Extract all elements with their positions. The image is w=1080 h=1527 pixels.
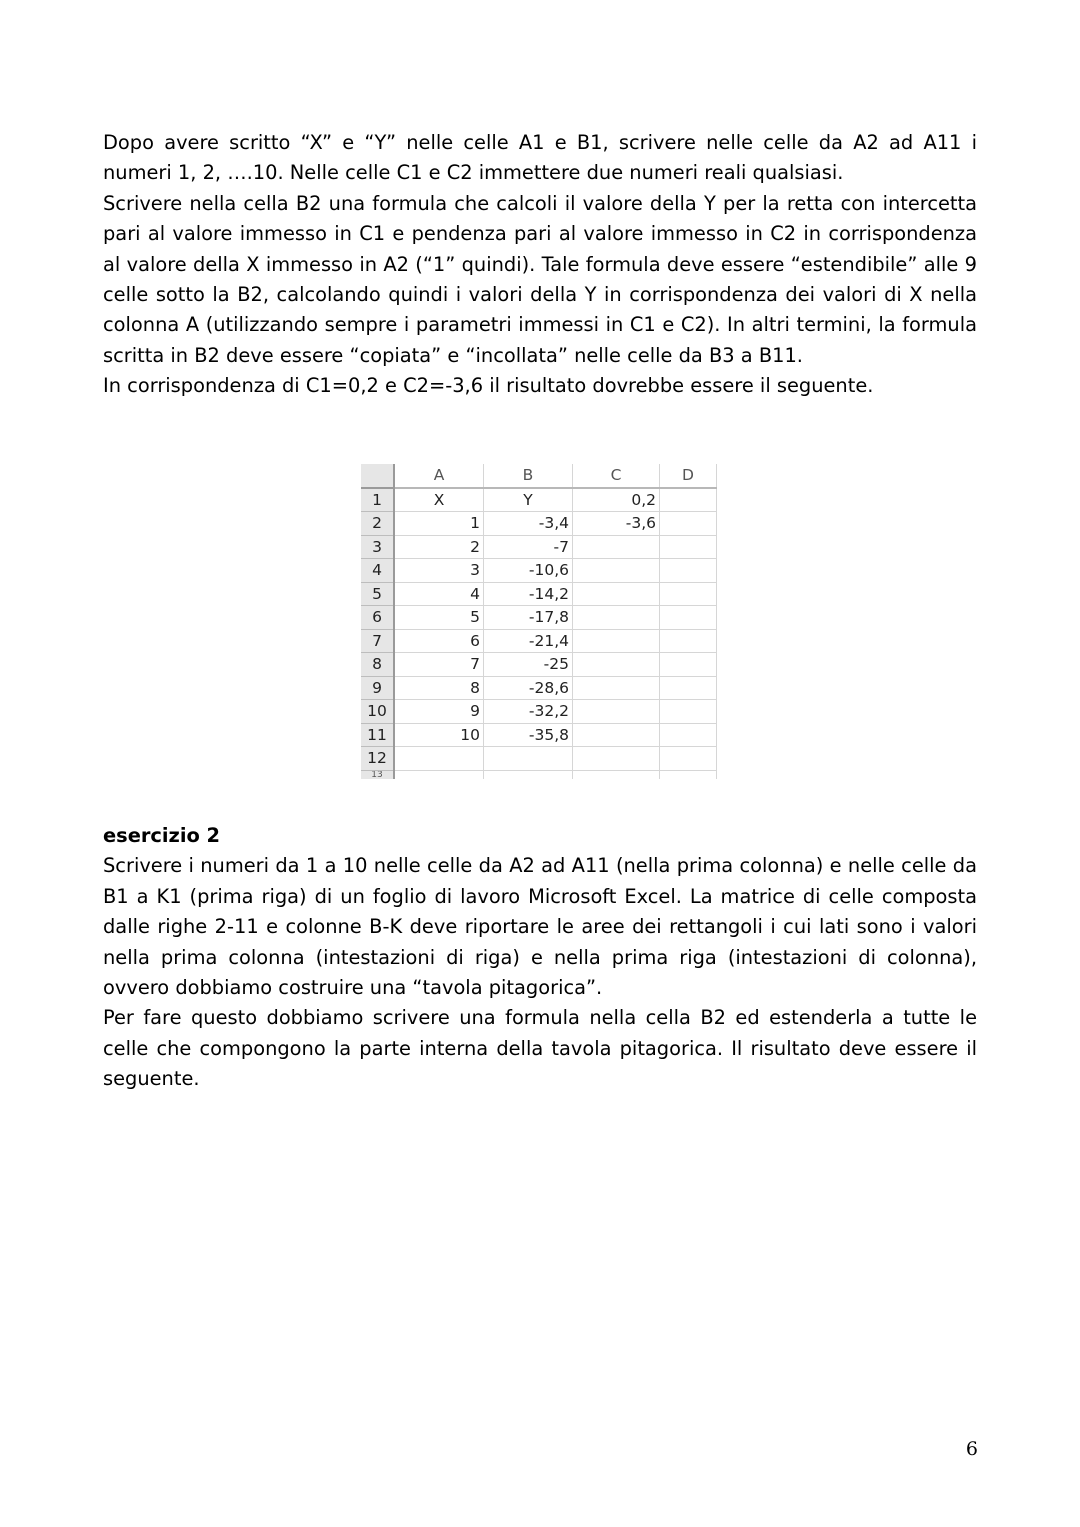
cell-a: 9 (394, 700, 484, 724)
cell-b: -25 (484, 653, 573, 677)
cell-c (573, 606, 660, 630)
cell-a: 6 (394, 629, 484, 653)
cell-c (573, 700, 660, 724)
cell-c (573, 629, 660, 653)
cell-a: 7 (394, 653, 484, 677)
sheet-row (361, 653, 717, 677)
row-header: 7 (361, 629, 394, 653)
cell-b: Y (484, 488, 573, 512)
row-header: 12 (361, 747, 394, 771)
cell-d (660, 676, 717, 700)
cell-b: -17,8 (484, 606, 573, 630)
exercise-1-text (103, 128, 977, 402)
exercise-2-text (103, 821, 977, 1095)
empty-cell (394, 770, 484, 779)
cell-d (660, 606, 717, 630)
sheet-row (361, 700, 717, 724)
cell-a: 4 (394, 582, 484, 606)
page-number: 6 (965, 1438, 978, 1460)
cell-d (660, 629, 717, 653)
cell-b: -14,2 (484, 582, 573, 606)
cell-c (573, 723, 660, 747)
cell-c: 0,2 (573, 488, 660, 512)
empty-cell (484, 770, 573, 779)
paragraph: Scrivere i numeri da 1 a 10 nelle celle da A2 ad A11 (nella prima colonna) e nelle celle da B1 a K1 (prima riga) di un foglio di lavoro Microsoft Excel. La matrice di celle composta dalle righe 2-11 e colonne B-K deve riportare le aree dei rettangoli i cui lati sono i valori nella prima colonna (intestazioni di riga) e nella prima riga (intestazioni di colonna), ovvero dobbiamo costruire una “tavola pitagorica”. (103, 854, 977, 1000)
cell-a: 5 (394, 606, 484, 630)
cell-a: X (394, 488, 484, 512)
cell-d (660, 512, 717, 536)
row-header: 13 (361, 770, 394, 779)
sheet-row-partial (361, 770, 717, 779)
cell-d (660, 535, 717, 559)
row-header: 10 (361, 700, 394, 724)
cell-b: -32,2 (484, 700, 573, 724)
column-header-a: A (394, 464, 484, 488)
cell-c (573, 582, 660, 606)
cell-d (660, 582, 717, 606)
cell-a: 10 (394, 723, 484, 747)
cell-a: 3 (394, 559, 484, 583)
sheet-row (361, 747, 717, 771)
section-heading: esercizio 2 (103, 824, 221, 847)
sheet-row (361, 582, 717, 606)
row-header: 8 (361, 653, 394, 677)
paragraph: Dopo avere scritto “X” e “Y” nelle celle A1 e B1, scrivere nelle celle da A2 ad A11 i numeri 1, 2, ….10. Nelle celle C1 e C2 immettere due numeri reali qualsiasi. (103, 131, 977, 185)
column-header-d: D (660, 464, 717, 488)
sheet-row (361, 723, 717, 747)
cell-d (660, 747, 717, 771)
cell-d (660, 653, 717, 677)
row-header: 4 (361, 559, 394, 583)
cell-b: -7 (484, 535, 573, 559)
cell-a: 1 (394, 512, 484, 536)
cell-c (573, 747, 660, 771)
cell-a: 8 (394, 676, 484, 700)
column-header-b: B (484, 464, 573, 488)
sheet-row (361, 512, 717, 536)
sheet-row (361, 488, 717, 512)
row-header: 2 (361, 512, 394, 536)
sheet-row (361, 629, 717, 653)
column-header-c: C (573, 464, 660, 488)
row-header: 6 (361, 606, 394, 630)
cell-c (573, 535, 660, 559)
cell-a: 2 (394, 535, 484, 559)
cell-d (660, 700, 717, 724)
empty-cell (573, 770, 660, 779)
sheet-row (361, 606, 717, 630)
cell-b (484, 747, 573, 771)
row-header: 5 (361, 582, 394, 606)
cell-c: -3,6 (573, 512, 660, 536)
cell-b: -10,6 (484, 559, 573, 583)
sheet-row (361, 676, 717, 700)
paragraph: Scrivere nella cella B2 una formula che calcoli il valore della Y per la retta con intercetta pari al valore immesso in C1 e pendenza pari al valore immesso in C2 in corrispondenza al valore della X immesso in A2 (“1” quindi). Tale formula deve essere “estendibile” alle 9 celle sotto la B2, calcolando quindi i valori della Y in corrispondenza dei valori di X nella colonna A (utilizzando sempre i parametri immessi in C1 e C2). In altri termini, la formula scritta in B2 deve essere “copiata” e “incollata” nelle celle da B3 a B11. (103, 191, 977, 367)
cell-d (660, 488, 717, 512)
cell-b: -21,4 (484, 629, 573, 653)
spreadsheet-figure (361, 464, 717, 779)
cell-b: -28,6 (484, 676, 573, 700)
cell-a (394, 747, 484, 771)
cell-c (573, 559, 660, 583)
cell-c (573, 676, 660, 700)
row-header: 3 (361, 535, 394, 559)
sheet-row (361, 535, 717, 559)
paragraph: In corrispondenza di C1=0,2 e C2=-3,6 il risultato dovrebbe essere il seguente. (103, 374, 874, 398)
empty-cell (660, 770, 717, 779)
row-header: 9 (361, 676, 394, 700)
cell-c (573, 653, 660, 677)
cell-b: -35,8 (484, 723, 573, 747)
sheet-row (361, 559, 717, 583)
corner-cell (361, 464, 394, 488)
cell-d (660, 723, 717, 747)
cell-b: -3,4 (484, 512, 573, 536)
cell-d (660, 559, 717, 583)
paragraph: Per fare questo dobbiamo scrivere una formula nella cella B2 ed estenderla a tutte le celle che compongono la parte interna della tavola pitagorica. Il risultato deve essere il seguente. (103, 1006, 977, 1091)
row-header: 1 (361, 488, 394, 512)
row-header: 11 (361, 723, 394, 747)
